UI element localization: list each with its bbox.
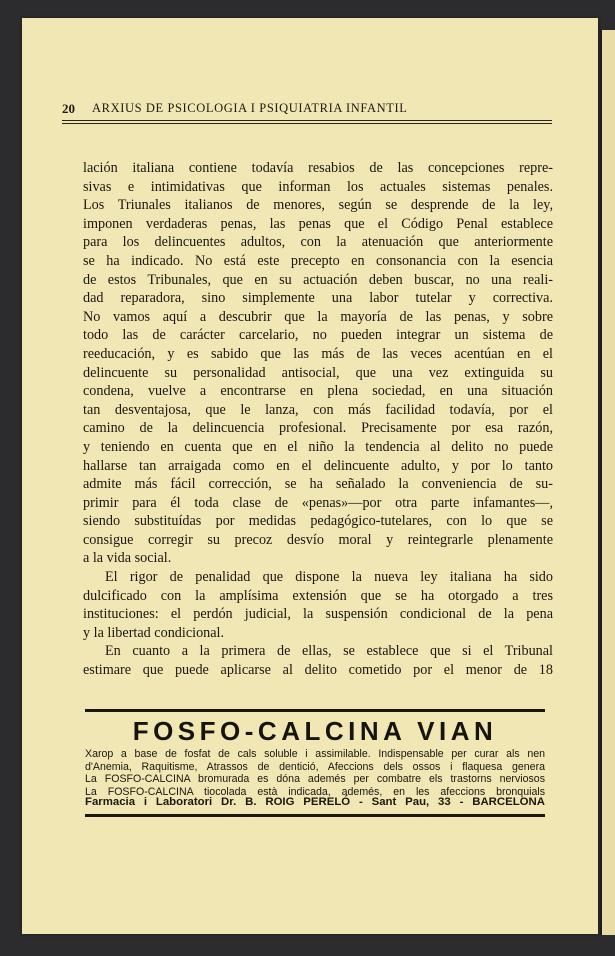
advertisement-line: Xarop a base de fosfat de cals soluble i assimilable. Indispensable per curar als nen <box>85 748 545 760</box>
text-line: consigue corregir su precoz desvío moral y reintegrarle plenamente <box>83 531 553 548</box>
text-line: delincuente su personalidad antisocial, que una vez extinguida su <box>83 364 553 381</box>
advertisement-footer: Farmacia i Laboratori Dr. B. ROIG PERELÓ - Sant Pau, 33 - BARCELONA <box>85 796 545 808</box>
text-line: lación italiana contiene todavía resabios de las concepciones repre- <box>83 160 553 176</box>
text-line: imponen verdaderas penas, las penas que el Código Penal establece <box>83 215 553 232</box>
advertisement-line: La FOSFO-CALCINA tiocolada està indicada, ademés, en les afeccions bronquials <box>85 785 545 798</box>
text-line: dad reparadora, sino simplemente una labor tutelar y correctiva. <box>83 290 553 307</box>
text-line: todo las de carácter carcelario, no pueden integrar un sistema de <box>83 327 553 344</box>
paragraph-1 <box>83 159 553 568</box>
text-line: camino de la delincuencia profesional. Precisamente por esa razón, <box>83 420 553 437</box>
advertisement-line: La FOSFO-CALCINA bromurada es dóna ademés per combatre els trastorns nerviosos <box>85 773 545 786</box>
text-line: admite más fácil corrección, se ha señalado la conveniencia de su- <box>83 476 553 493</box>
running-header <box>62 95 552 121</box>
advertisement-top-rule <box>85 709 545 712</box>
running-title: ARXIUS DE PSICOLOGIA I PSIQUIATRIA INFANTIL <box>92 101 408 115</box>
text-line: para los delincuentes adultos, con la atenuación que anteriormente <box>83 234 553 251</box>
text-line: y teniendo en cuenta que en el niño la tendencia al delito no puede <box>83 438 553 455</box>
text-line: estimare que puede aplicarse al delito cometido por el menor de 18 <box>83 662 553 679</box>
text-line: reeducación, y es sabido que las más de las veces acentúan en el <box>83 345 553 362</box>
advertisement-line: d'Anemia, Raquitisme, Atrassos de dentició, Afeccions dels ossos i flaquesa genera <box>85 760 545 773</box>
paragraph-2 <box>83 568 553 642</box>
page-number: 20 <box>62 101 75 116</box>
advertisement-body <box>85 748 545 798</box>
text-line: a la vida social. <box>83 550 172 567</box>
text-line: En cuanto a la primera de ellas, se establece que si el Tribunal <box>105 643 553 660</box>
paragraph-3 <box>83 642 553 679</box>
text-line: sivas e intimidativas que informan los actuales sistemas penales. <box>83 178 553 195</box>
text-line: tan desventajosa, que le lanza, con más facilidad todavía, por el <box>83 401 553 418</box>
body-text <box>83 159 553 680</box>
text-line: de estos Tribunales, que en su actuación deben buscar, no una reali- <box>83 271 553 288</box>
advertisement-bottom-rule <box>85 814 545 817</box>
advertisement-title: FOSFO-CALCINA VIAN <box>132 716 498 746</box>
text-line: instituciones: el perdón judicial, la suspensión condicional de la pena <box>83 606 553 623</box>
text-line: El rigor de penalidad que dispone la nueva ley italiana ha sido <box>105 569 553 586</box>
text-line: hallarse tan arraigada como en el delincuente adulto, y por lo tanto <box>83 457 553 474</box>
text-line: siendo substituídas por medidas pedagógico-tutelares, con lo que se <box>83 513 553 530</box>
text-line: primir para él toda clase de «penas»—por otra parte infamantes—, <box>83 494 553 511</box>
header-rule <box>62 120 552 121</box>
adjacent-page-edge <box>600 30 615 935</box>
text-line: se ha indicado. No está este precepto en consonancia con la esencia <box>83 252 553 269</box>
header-rule-thin <box>62 123 552 124</box>
text-line: dulcificado con la amplísima extensión que se ha otorgado a tres <box>83 587 553 604</box>
text-line: Los Triunales italianos de menores, según se desprende de la ley, <box>83 197 553 214</box>
text-line: y la libertad condicional. <box>83 624 225 641</box>
text-line: No vamos aquí a descubrir que la mayoría de las penas, y sobre <box>83 308 553 325</box>
text-line: condena, vuelve a encontrarse en plena sociedad, en una situación <box>83 383 553 400</box>
